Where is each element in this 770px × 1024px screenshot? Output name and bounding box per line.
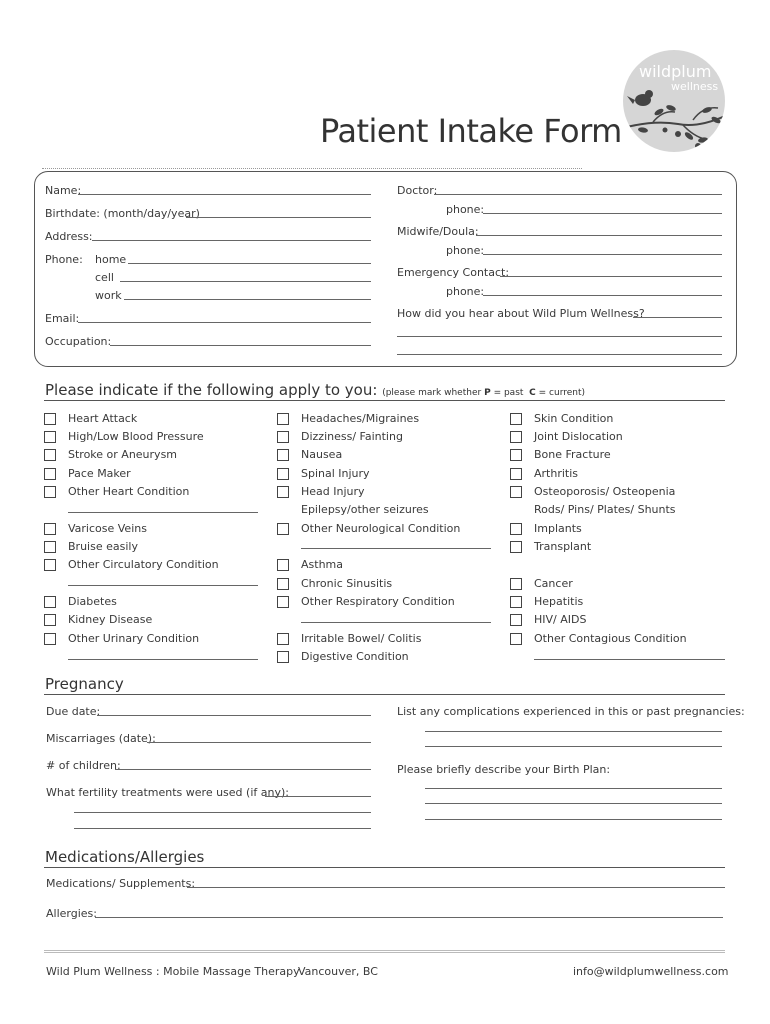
emergency-label: Emergency Contact:: [397, 266, 510, 279]
doctor-label: Doctor:: [397, 184, 438, 197]
col1-checkbox-9[interactable]: [44, 614, 56, 626]
midwife-phone-label: phone:: [446, 244, 485, 257]
fertility-field-line-2[interactable]: [74, 812, 371, 813]
col2-condition-label-0: Headaches/Migraines: [301, 412, 420, 425]
midwife-field[interactable]: [476, 235, 722, 236]
medications-field[interactable]: [187, 887, 725, 888]
col1-checkbox-6[interactable]: [44, 541, 56, 553]
col3-checkbox-6[interactable]: [510, 523, 522, 535]
note-c: C: [529, 388, 536, 398]
email-field[interactable]: [78, 322, 371, 323]
col1-checkbox-8[interactable]: [44, 596, 56, 608]
bird-branch-icon: [623, 50, 725, 152]
col2-checkbox-0[interactable]: [277, 413, 289, 425]
doctor-field[interactable]: [434, 194, 722, 195]
phone-cell-field[interactable]: [120, 281, 371, 282]
note-prefix: (please mark whether: [382, 388, 482, 398]
allergies-field[interactable]: [95, 917, 723, 918]
col3-checkbox-7[interactable]: [510, 541, 522, 553]
birth-plan-field-line-3[interactable]: [425, 819, 722, 820]
complications-label: List any complications experienced in this or past pregnancies:: [397, 705, 745, 718]
allergies-label: Allergies:: [46, 907, 97, 920]
col2-checkbox-10[interactable]: [277, 633, 289, 645]
col1-condition-label-10: Other Urinary Condition: [68, 632, 200, 645]
col3-condition-label-0: Skin Condition: [534, 412, 614, 425]
logo-text-wellness: wellness: [671, 80, 719, 93]
doctor-phone-field[interactable]: [483, 213, 722, 214]
phone-work-field[interactable]: [124, 299, 371, 300]
birthdate-label: Birthdate: (month/day/year): [45, 207, 200, 220]
other-urinary-writein[interactable]: [68, 659, 258, 660]
occupation-field[interactable]: [110, 345, 371, 346]
col3-checkbox-0[interactable]: [510, 413, 522, 425]
pregnancy-rule: [44, 694, 725, 695]
logo-text-wildplum: wildplum: [639, 62, 712, 81]
col1-condition-label-1: High/Low Blood Pressure: [68, 430, 204, 443]
note-past: = past: [493, 388, 524, 398]
conditions-rule: [44, 400, 725, 401]
col1-condition-label-7: Other Circulatory Condition: [68, 558, 219, 571]
col2-condition-label-11: Digestive Condition: [301, 650, 409, 663]
col3-condition-label-4: Osteoporosis/ Osteopenia: [534, 485, 676, 498]
title-divider: [42, 168, 582, 169]
col3-checkbox-8[interactable]: [510, 578, 522, 590]
referral-field[interactable]: [633, 317, 722, 318]
phone-home-field[interactable]: [128, 263, 371, 264]
fertility-field-line-3[interactable]: [74, 828, 371, 829]
col1-checkbox-7[interactable]: [44, 559, 56, 571]
col2-condition-label-5: Epilepsy/other seizures: [301, 503, 429, 516]
phone-home-label: home: [95, 253, 127, 266]
footer-rule: [44, 950, 725, 953]
other-heart-writein[interactable]: [68, 512, 258, 513]
col2-condition-label-10: Irritable Bowel/ Colitis: [301, 632, 422, 645]
emergency-field[interactable]: [500, 276, 722, 277]
other-contagious-writein[interactable]: [534, 659, 725, 660]
contact-info-box: [34, 171, 737, 367]
col3-condition-label-2: Bone Fracture: [534, 448, 611, 461]
birth-plan-field-line-2[interactable]: [425, 803, 722, 804]
footer-email: info@wildplumwellness.com: [573, 965, 729, 978]
other-neuro-writein[interactable]: [301, 548, 491, 549]
footer-company: Wild Plum Wellness : Mobile Massage Therapy: [46, 965, 300, 978]
pregnancy-heading: Pregnancy: [45, 675, 124, 693]
occupation-label: Occupation:: [45, 335, 112, 348]
phone-cell-label: cell: [95, 271, 114, 284]
col2-checkbox-2[interactable]: [277, 449, 289, 461]
col1-checkbox-10[interactable]: [44, 633, 56, 645]
referral-label: How did you hear about Wild Plum Wellness?: [397, 307, 645, 320]
birthdate-field[interactable]: [186, 217, 371, 218]
col3-checkbox-4[interactable]: [510, 486, 522, 498]
col3-checkbox-2[interactable]: [510, 449, 522, 461]
col1-checkbox-3[interactable]: [44, 468, 56, 480]
col2-condition-label-8: Chronic Sinusitis: [301, 577, 393, 590]
col2-checkbox-9[interactable]: [277, 596, 289, 608]
col2-condition-label-6: Other Neurological Condition: [301, 522, 461, 535]
col2-checkbox-1[interactable]: [277, 431, 289, 443]
name-label: Name:: [45, 184, 82, 197]
col3-checkbox-9[interactable]: [510, 596, 522, 608]
col3-checkbox-10[interactable]: [510, 614, 522, 626]
col2-checkbox-6[interactable]: [277, 523, 289, 535]
col2-checkbox-8[interactable]: [277, 578, 289, 590]
col1-condition-label-9: Kidney Disease: [68, 613, 153, 626]
page-title: Patient Intake Form: [320, 112, 622, 150]
children-label: # of children:: [46, 759, 121, 772]
wildplum-logo: [623, 50, 725, 152]
col2-condition-label-7: Asthma: [301, 558, 343, 571]
col3-condition-label-6: Implants: [534, 522, 582, 535]
medications-rule: [44, 867, 725, 868]
complications-field-line-1[interactable]: [425, 731, 722, 732]
col3-checkbox-1[interactable]: [510, 431, 522, 443]
col3-checkbox-11[interactable]: [510, 633, 522, 645]
col3-condition-label-3: Arthritis: [534, 467, 579, 480]
referral-field-line-2[interactable]: [397, 336, 722, 337]
address-field[interactable]: [92, 240, 371, 241]
medications-label: Medications/ Supplements:: [46, 877, 196, 890]
conditions-heading-text: Please indicate if the following apply to you:: [45, 381, 378, 399]
referral-field-line-3[interactable]: [397, 354, 722, 355]
col1-checkbox-2[interactable]: [44, 449, 56, 461]
col1-condition-label-6: Bruise easily: [68, 540, 138, 553]
phone-label: Phone:: [45, 253, 83, 266]
col2-condition-label-4: Head Injury: [301, 485, 365, 498]
due-date-field[interactable]: [97, 715, 371, 716]
col2-condition-label-1: Dizziness/ Fainting: [301, 430, 403, 443]
other-circulatory-writein[interactable]: [68, 585, 258, 586]
address-label: Address:: [45, 230, 93, 243]
emergency-phone-field[interactable]: [483, 295, 722, 296]
col1-condition-label-8: Diabetes: [68, 595, 117, 608]
col1-condition-label-3: Pace Maker: [68, 467, 131, 480]
col2-checkbox-3[interactable]: [277, 468, 289, 480]
other-respiratory-writein[interactable]: [301, 622, 491, 623]
col2-condition-label-2: Nausea: [301, 448, 343, 461]
footer-city: Vancouver, BC: [298, 965, 378, 978]
birth-plan-field-line-1[interactable]: [425, 788, 722, 789]
doctor-phone-label: phone:: [446, 203, 485, 216]
conditions-heading: [45, 381, 585, 399]
col1-checkbox-1[interactable]: [44, 431, 56, 443]
medications-heading: Medications/Allergies: [45, 848, 205, 866]
fertility-field[interactable]: [265, 796, 371, 797]
name-field[interactable]: [78, 194, 371, 195]
conditions-note: [382, 388, 585, 398]
birth-plan-label: Please briefly describe your Birth Plan:: [397, 763, 611, 776]
col3-condition-label-7: Transplant: [534, 540, 592, 553]
miscarriages-field[interactable]: [147, 742, 371, 743]
emergency-phone-label: phone:: [446, 285, 485, 298]
fertility-label: What fertility treatments were used (if any):: [46, 786, 289, 799]
midwife-phone-field[interactable]: [483, 254, 722, 255]
col2-checkbox-4[interactable]: [277, 486, 289, 498]
children-field[interactable]: [115, 769, 371, 770]
complications-field-line-2[interactable]: [425, 746, 722, 747]
due-date-label: Due date:: [46, 705, 101, 718]
note-p: P: [484, 388, 491, 398]
col2-condition-label-9: Other Respiratory Condition: [301, 595, 455, 608]
col1-checkbox-4[interactable]: [44, 486, 56, 498]
col3-condition-label-5: Rods/ Pins/ Plates/ Shunts: [534, 503, 676, 516]
col1-condition-label-2: Stroke or Aneurysm: [68, 448, 178, 461]
midwife-label: Midwife/Doula:: [397, 225, 479, 238]
col2-checkbox-7[interactable]: [277, 559, 289, 571]
col3-condition-label-8: Cancer: [534, 577, 573, 590]
col1-checkbox-0[interactable]: [44, 413, 56, 425]
col2-checkbox-11[interactable]: [277, 651, 289, 663]
note-current: = current): [538, 388, 586, 398]
col3-condition-label-10: HIV/ AIDS: [534, 613, 587, 626]
col1-condition-label-5: Varicose Veins: [68, 522, 147, 535]
col3-condition-label-9: Hepatitis: [534, 595, 584, 608]
col3-checkbox-3[interactable]: [510, 468, 522, 480]
col1-condition-label-4: Other Heart Condition: [68, 485, 190, 498]
col3-condition-label-11: Other Contagious Condition: [534, 632, 687, 645]
phone-work-label: work: [95, 289, 122, 302]
col1-checkbox-5[interactable]: [44, 523, 56, 535]
email-label: Email:: [45, 312, 80, 325]
col1-condition-label-0: Heart Attack: [68, 412, 138, 425]
miscarriages-label: Miscarriages (date):: [46, 732, 156, 745]
col3-condition-label-1: Joint Dislocation: [534, 430, 623, 443]
col2-condition-label-3: Spinal Injury: [301, 467, 370, 480]
